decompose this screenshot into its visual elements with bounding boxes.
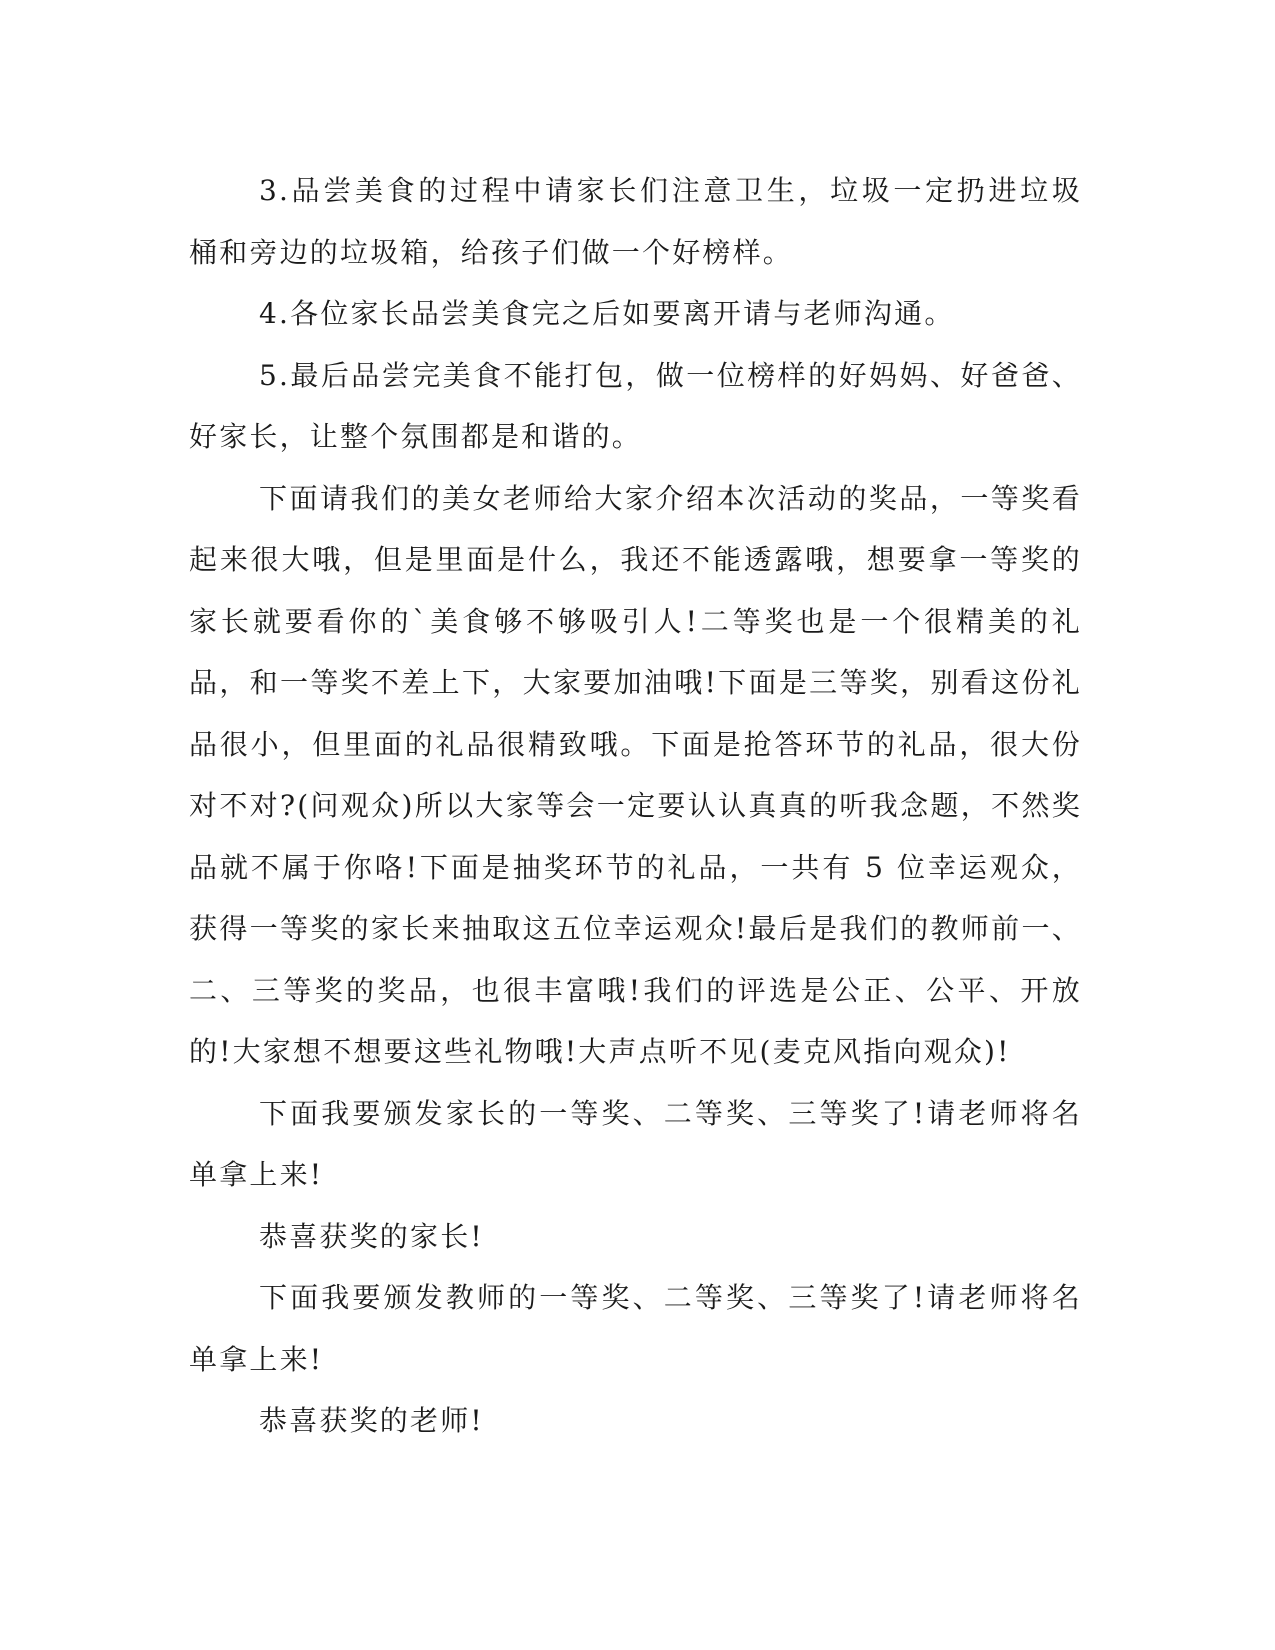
- paragraph-parent-awards: 下面我要颁发家长的一等奖、二等奖、三等奖了!请老师将名单拿上来!: [189, 1096, 1082, 1191]
- paragraph-teacher-awards: 下面我要颁发教师的一等奖、二等奖、三等奖了!请老师将名单拿上来!: [189, 1281, 1082, 1376]
- paragraph-rule-4: 4.各位家长品尝美食完之后如要离开请与老师沟通。: [259, 297, 955, 330]
- paragraph-rule-3: 3.品尝美食的过程中请家长们注意卫生，垃圾一定扔进垃圾 桶和旁边的垃圾箱，给孩子们做一个好榜样。: [189, 174, 1082, 269]
- paragraph-rule-5: 5.最后品尝完美食不能打包，做一位榜样的好妈妈、好爸爸、好家长，让整个氛围都是和谐的。: [189, 358, 1082, 453]
- paragraph-prizes-intro: 下面请我们的美女老师给大家介绍本次活动的奖品，一等奖看起来很大哦，但是里面是什么，我还不能透露哦，想要拿一等奖的家长就要看你的`美食够不够吸引人!二等奖也是一个很精美的礼品，和一等奖不差上下，大家要加油哦!下面是三等奖，别看这份礼品很小，但里面的礼品很精致哦。下面是抢答环节的礼品，很大份对不对?(问观众)所以大家等会一定要认认真真的听我念题，不然奖品就不属于你咯!下面是抽奖环节的礼品，一共有 5 位幸运观众，获得一等奖的家长来抽取这五位幸运观众!最后是我们的教师前一、二、三等奖的奖品，也很丰富哦!我们的评选是公正、公平、开放的!大家想不想要这些礼物哦!大声点听不见(麦克风指向观众)!: [189, 481, 1082, 1068]
- paragraph-congrats-parents: 恭喜获奖的家长!: [259, 1219, 484, 1253]
- document-body: [189, 160, 1082, 1452]
- paragraph-congrats-teachers: 恭喜获奖的老师!: [259, 1404, 484, 1437]
